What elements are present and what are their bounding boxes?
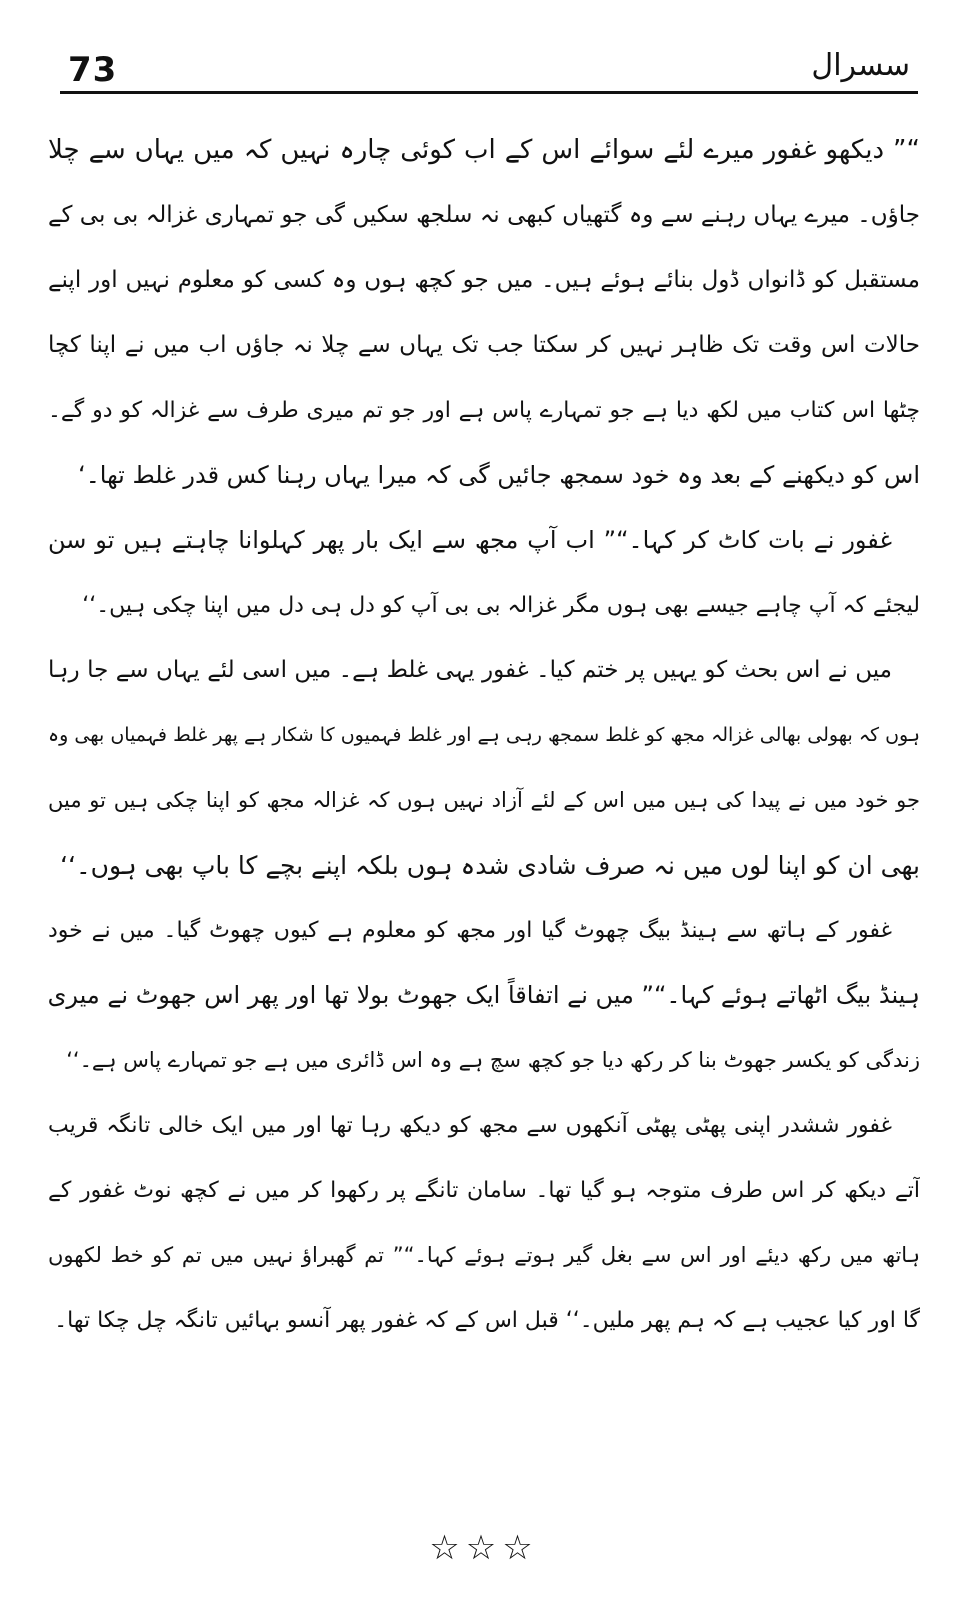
- page-body: [48, 118, 920, 1353]
- text-line: غفور ششدر اپنی پھٹی پھٹی آنکھوں سے مجھ کو دیکھ رہا تھا اور میں ایک خالی تانگہ قریب: [48, 1113, 892, 1138]
- text-line: جاؤں۔ میرے یہاں رہنے سے وہ گتھیاں کبھی نہ سلجھ سکیں گی جو تمہاری غزالہ بی بی کے: [48, 202, 920, 228]
- running-title: سسرال: [811, 48, 910, 83]
- text-line: لیجئے کہ آپ چاہے جیسے بھی ہوں مگر غزالہ بی بی آپ کو دل ہی دل میں اپنا چکی ہیں۔‘‘: [82, 593, 920, 618]
- text-line: آتے دیکھ کر اس طرف متوجہ ہو گیا تھا۔ سامان تانگے پر رکھوا کر میں نے کچھ نوٹ غفور کے: [48, 1178, 920, 1203]
- text-line: غفور کے ہاتھ سے ہینڈ بیگ چھوٹ گیا اور مجھ کو معلوم ہے کیوں چھوٹ گیا۔ میں نے خود: [48, 918, 892, 943]
- text-line: ہوں کہ بھولی بھالی غزالہ مجھ کو غلط سمجھ رہی ہے اور غلط فہمیوں کا شکار ہے پھر غلط فہمیاں بھی وہ: [48, 724, 920, 746]
- text-line: ہاتھ میں رکھ دیئے اور اس سے بغل گیر ہوتے ہوئے کہا۔“” تم گھبراؤ نہیں میں تم کو خط لکھوں: [48, 1243, 920, 1267]
- section-ornament: ☆☆☆: [429, 1528, 539, 1568]
- header-rule: [60, 91, 918, 94]
- text-line: زندگی کو یکسر جھوٹ بنا کر رکھ دیا جو کچھ سچ ہے وہ اس ڈائری میں ہے جو تمہارے پاس ہے۔‘‘: [66, 1048, 920, 1072]
- text-line: ہینڈ بیگ اٹھاتے ہوئے کہا۔“” میں نے اتفاقاً ایک جھوٹ بولا تھا اور پھر اس جھوٹ نے میری: [48, 981, 920, 1009]
- page-header: [60, 42, 918, 94]
- text-line: اس کو دیکھنے کے بعد وہ خود سمجھ جائیں گی کہ میرا یہاں رہنا کس قدر غلط تھا۔‘: [78, 461, 920, 489]
- text-line: میں نے اس بحث کو یہیں پر ختم کیا۔ غفور یہی غلط ہے۔ میں اسی لئے یہاں سے جا رہا: [48, 657, 892, 683]
- page-number: 73: [68, 50, 118, 90]
- text-line: غفور نے بات کاٹ کر کہا۔“” اب آپ مجھ سے ایک بار پھر کہلوانا چاہتے ہیں تو سن: [48, 526, 892, 554]
- text-line: بھی ان کو اپنا لوں میں نہ صرف شادی شدہ ہوں بلکہ اپنے بچے کا باپ بھی ہوں۔‘‘: [60, 851, 920, 880]
- text-line: مستقبل کو ڈانواں ڈول بنائے ہوئے ہیں۔ میں جو کچھ ہوں وہ کسی کو معلوم نہیں اور اپنے: [48, 267, 920, 293]
- text-line: “” دیکھو غفور میرے لئے سوائے اس کے اب کوئی چارہ نہیں کہ میں یہاں سے چلا: [48, 135, 920, 165]
- text-line: جو خود میں نے پیدا کی ہیں میں اس کے لئے آزاد نہیں ہوں کہ غزالہ مجھ کو اپنا چکی ہیں تو میں: [48, 788, 920, 812]
- text-line: چٹھا اس کتاب میں لکھ دیا ہے جو تمہارے پاس ہے اور جو تم میری طرف سے غزالہ کو دو گے۔: [48, 398, 920, 423]
- text-line: گا اور کیا عجیب ہے کہ ہم پھر ملیں۔‘‘ قبل اس کے کہ غفور پھر آنسو بہائیں تانگہ چل چکا تھا۔: [54, 1308, 920, 1333]
- text-line: حالات اس وقت تک ظاہر نہیں کر سکتا جب تک یہاں سے چلا نہ جاؤں اب میں نے اپنا کچا: [48, 332, 920, 358]
